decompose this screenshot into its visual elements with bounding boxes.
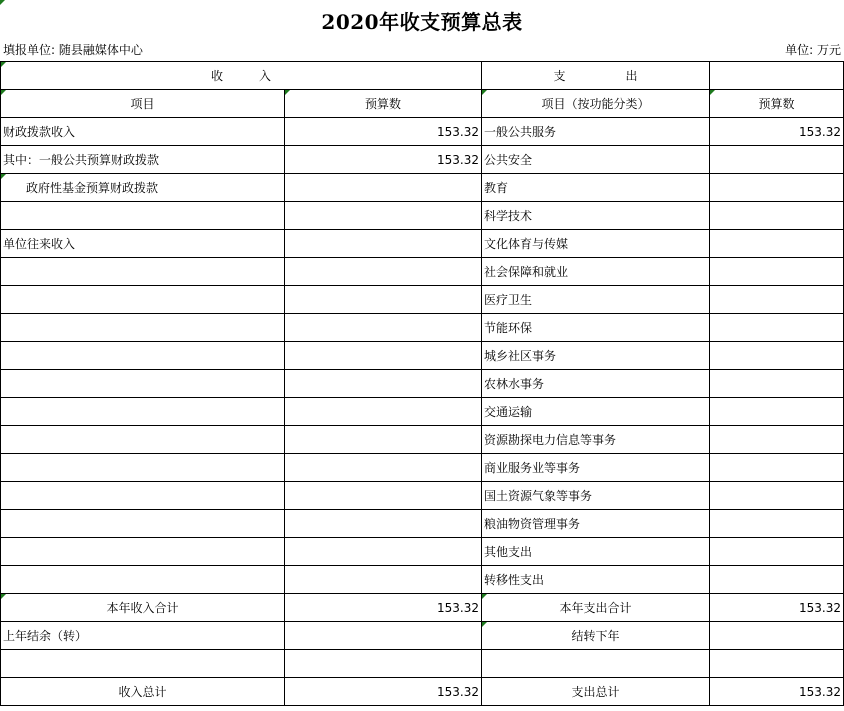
expense-value-cell[interactable] xyxy=(710,566,844,594)
expense-item-cell[interactable]: 农林水事务 xyxy=(482,370,710,398)
blank-cell[interactable] xyxy=(1,650,285,678)
header-row-columns xyxy=(1,90,844,118)
header-row-section xyxy=(1,62,844,90)
income-item-cell[interactable] xyxy=(1,258,285,286)
total-income-value[interactable]: 153.32 xyxy=(285,678,482,706)
expense-value-cell[interactable] xyxy=(710,258,844,286)
blank-row xyxy=(1,650,844,678)
grand-total-row xyxy=(1,678,844,706)
income-value-cell[interactable] xyxy=(285,510,482,538)
table-row xyxy=(1,146,844,174)
income-value-cell[interactable] xyxy=(285,426,482,454)
table-row xyxy=(1,370,844,398)
expense-item-cell[interactable]: 其他支出 xyxy=(482,538,710,566)
table-row xyxy=(1,118,844,146)
expense-value-cell[interactable] xyxy=(710,174,844,202)
income-item-cell[interactable] xyxy=(1,482,285,510)
table-row xyxy=(1,510,844,538)
expense-budget-header[interactable]: 预算数 xyxy=(710,90,844,118)
blank-cell[interactable] xyxy=(482,650,710,678)
income-value-cell[interactable] xyxy=(285,398,482,426)
carry-out-value[interactable] xyxy=(710,622,844,650)
expense-item-cell[interactable]: 社会保障和就业 xyxy=(482,258,710,286)
income-header[interactable]: 收 入 xyxy=(1,62,482,90)
expense-value-cell[interactable] xyxy=(710,482,844,510)
expense-header[interactable]: 支 出 xyxy=(482,62,710,90)
expense-item-cell[interactable]: 国土资源气象等事务 xyxy=(482,482,710,510)
page-title: 2020年收支预算总表 xyxy=(321,10,523,34)
table-row xyxy=(1,286,844,314)
year-income-total-label[interactable]: 本年收入合计 xyxy=(1,594,285,622)
expense-value-cell[interactable] xyxy=(710,454,844,482)
income-item-cell[interactable] xyxy=(1,286,285,314)
expense-value-cell[interactable] xyxy=(710,202,844,230)
expense-value-cell[interactable] xyxy=(710,286,844,314)
table-row xyxy=(1,398,844,426)
year-expense-total-value[interactable]: 153.32 xyxy=(710,594,844,622)
expense-value-cell[interactable] xyxy=(710,370,844,398)
expense-item-cell[interactable]: 城乡社区事务 xyxy=(482,342,710,370)
expense-item-cell[interactable]: 文化体育与传媒 xyxy=(482,230,710,258)
income-value-cell[interactable] xyxy=(285,482,482,510)
expense-item-cell[interactable]: 医疗卫生 xyxy=(482,286,710,314)
expense-item-cell[interactable]: 公共安全 xyxy=(482,146,710,174)
expense-item-cell[interactable]: 资源勘探电力信息等事务 xyxy=(482,426,710,454)
table-row xyxy=(1,174,844,202)
table-row xyxy=(1,538,844,566)
income-item-cell[interactable] xyxy=(1,510,285,538)
total-income-label[interactable]: 收入总计 xyxy=(1,678,285,706)
expense-item-cell[interactable]: 一般公共服务 xyxy=(482,118,710,146)
table-row xyxy=(1,230,844,258)
expense-header-blank[interactable] xyxy=(710,62,844,90)
income-value-cell[interactable] xyxy=(285,258,482,286)
expense-value-cell[interactable] xyxy=(710,146,844,174)
income-value-cell[interactable] xyxy=(285,342,482,370)
expense-item-cell[interactable]: 节能环保 xyxy=(482,314,710,342)
carry-in-value[interactable] xyxy=(285,622,482,650)
reporting-unit: 填报单位: 随县融媒体中心 xyxy=(3,43,143,57)
income-item-cell[interactable] xyxy=(1,538,285,566)
income-value-cell[interactable] xyxy=(285,314,482,342)
income-value-cell[interactable] xyxy=(285,538,482,566)
table-row xyxy=(1,202,844,230)
income-value-cell[interactable] xyxy=(285,370,482,398)
income-item-cell[interactable] xyxy=(1,426,285,454)
expense-value-cell[interactable] xyxy=(710,538,844,566)
blank-cell[interactable] xyxy=(710,650,844,678)
income-value-cell[interactable] xyxy=(285,230,482,258)
income-value-cell[interactable] xyxy=(285,454,482,482)
income-item-cell[interactable] xyxy=(1,566,285,594)
carry-out-label[interactable]: 结转下年 xyxy=(482,622,710,650)
income-value-cell[interactable]: 153.32 xyxy=(285,118,482,146)
carry-row xyxy=(1,622,844,650)
income-value-cell[interactable] xyxy=(285,202,482,230)
income-item-cell[interactable] xyxy=(1,314,285,342)
expense-value-cell[interactable] xyxy=(710,426,844,454)
total-expense-label[interactable]: 支出总计 xyxy=(482,678,710,706)
table-row xyxy=(1,482,844,510)
expense-item-cell[interactable]: 教育 xyxy=(482,174,710,202)
table-row xyxy=(1,566,844,594)
total-expense-value[interactable]: 153.32 xyxy=(710,678,844,706)
currency-unit: 单位: 万元 xyxy=(785,43,841,57)
expense-item-cell[interactable]: 转移性支出 xyxy=(482,566,710,594)
expense-value-cell[interactable] xyxy=(710,230,844,258)
income-item-header[interactable]: 项目 xyxy=(1,90,285,118)
income-item-cell[interactable] xyxy=(1,398,285,426)
expense-item-cell[interactable]: 科学技术 xyxy=(482,202,710,230)
table-row xyxy=(1,342,844,370)
budget-table xyxy=(0,61,844,706)
income-value-cell[interactable] xyxy=(285,174,482,202)
income-item-cell[interactable] xyxy=(1,342,285,370)
expense-item-cell[interactable]: 商业服务业等事务 xyxy=(482,454,710,482)
expense-item-cell[interactable]: 交通运输 xyxy=(482,398,710,426)
income-value-cell[interactable] xyxy=(285,286,482,314)
expense-value-cell[interactable] xyxy=(710,398,844,426)
carry-in-label[interactable]: 上年结余（转） xyxy=(1,622,285,650)
table-row xyxy=(1,314,844,342)
expense-value-cell[interactable] xyxy=(710,342,844,370)
income-budget-header[interactable]: 预算数 xyxy=(285,90,482,118)
income-value-cell[interactable] xyxy=(285,566,482,594)
income-item-cell[interactable]: 单位往来收入 xyxy=(1,230,285,258)
year-expense-total-label[interactable]: 本年支出合计 xyxy=(482,594,710,622)
expense-value-cell[interactable]: 153.32 xyxy=(710,118,844,146)
year-income-total-value[interactable]: 153.32 xyxy=(285,594,482,622)
table-row xyxy=(1,426,844,454)
expense-value-cell[interactable] xyxy=(710,510,844,538)
year-total-row xyxy=(1,594,844,622)
expense-item-cell[interactable]: 粮油物资管理事务 xyxy=(482,510,710,538)
income-item-cell[interactable] xyxy=(1,454,285,482)
income-item-cell[interactable]: 政府性基金预算财政拨款 xyxy=(1,174,285,202)
income-item-cell[interactable]: 其中：一般公共预算财政拨款 xyxy=(1,146,285,174)
income-item-cell[interactable] xyxy=(1,370,285,398)
table-row xyxy=(1,258,844,286)
table-row xyxy=(1,454,844,482)
income-value-cell[interactable]: 153.32 xyxy=(285,146,482,174)
expense-value-cell[interactable] xyxy=(710,314,844,342)
blank-cell[interactable] xyxy=(285,650,482,678)
income-item-cell[interactable] xyxy=(1,202,285,230)
expense-item-header[interactable]: 项目（按功能分类） xyxy=(482,90,710,118)
income-item-cell[interactable]: 财政拨款收入 xyxy=(1,118,285,146)
cell-comment-marker xyxy=(0,0,5,5)
